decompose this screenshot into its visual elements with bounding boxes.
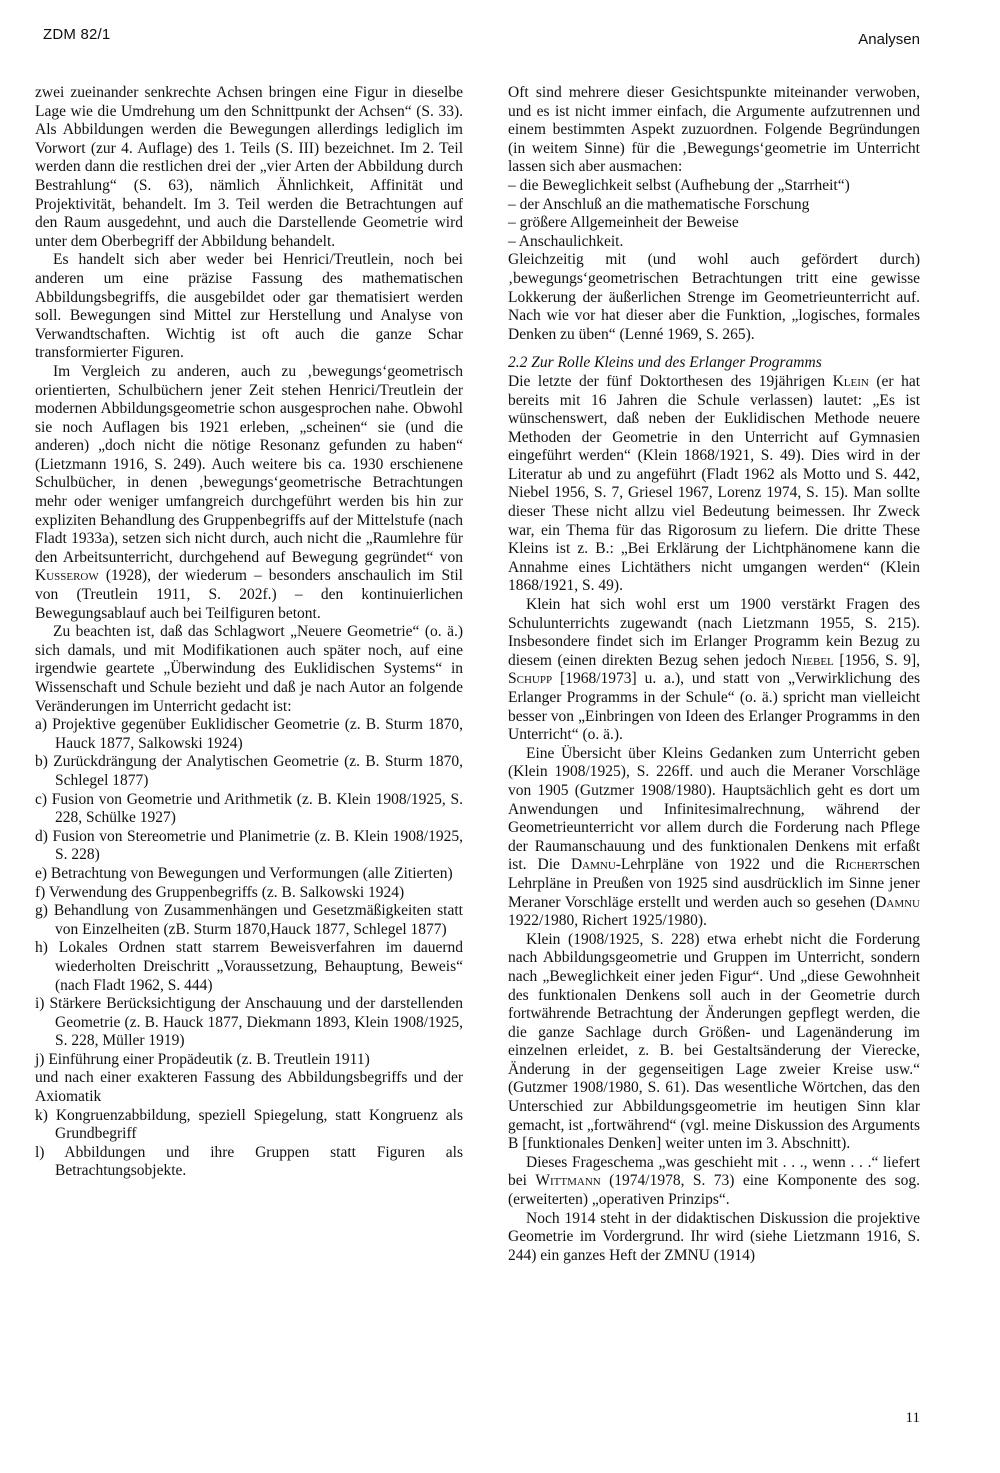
author-name: Wittmann <box>535 1172 601 1190</box>
left-column <box>35 84 463 1181</box>
paragraph <box>508 745 920 931</box>
list-item: f) Verwendung des Gruppenbegriffs (z. B. Salkowski 1924) <box>35 883 405 901</box>
dash-list-item: – Anschaulichkeit. <box>508 232 624 250</box>
author-name: Damnu <box>875 893 920 911</box>
paragraph <box>508 373 920 596</box>
author-name: Schupp <box>508 670 553 688</box>
paragraph-text: Im Vergleich zu anderen, auch zu ‚bewegungs‘geometrisch orientierten, Schulbüchern jener Zeit stehen Henrici/Treutlein der modernen Abbildungsgeometrie schon ausgesprochen nahe. Obwohl sie noch Auflagen bis 1921 erleben, „scheinen“ sie (und die anderen) „doch nicht die nötige Resonanz gefunden zu haben“ (Lietzmann 1916, S. 249). Auch weitere bis ca. 1930 erschienene Schulbücher, in denen ‚bewegungs‘geometrische Betrachtungen mehr oder weniger umfangreich durchgeführt werden bis hin zur expliziten Behandlung des Gruppenbegriffs auf der Mittelstufe (nach Fladt 1933a), setzen sich nicht durch, auch nicht die „Raumlehre für den Arbeitsunterricht, durchgehend auf Bewegung gegründet“ von <box>35 362 463 566</box>
paragraph: Noch 1914 steht in der didaktischen Diskussion die projektive Geometrie im Vordergrund. Ihr wird (siehe Lietzmann 1916, S. 244) ein ganzes Heft der ZMNU (1914) <box>508 1209 920 1264</box>
section-heading: 2.2 Zur Rolle Kleins und des Erlanger Programms <box>508 354 822 372</box>
list-item: b) Zurückdrängung der Analytischen Geometrie (z. B. Sturm 1870, Schlegel 1877) <box>35 753 463 789</box>
list-continuation: und nach einer exakteren Fassung des Abbildungsbegriffs und der Axiomatik <box>35 1069 463 1106</box>
paragraph-text: (er hat bereits mit 16 Jahren die Schule verlassen) lautet: „Es ist wünschenswert, daß neben der Euklidischen Methode neuere Methoden der Geometrie in den Unterricht auf Gymnasien eingeführt werden“ (Klein 1868/1921, S. 49). Dies wird in der Literatur ab und zu angeführt (Fladt 1962 als Motto und S. 442, Niebel 1956, S. 7, Griesel 1967, Lorenz 1974, S. 15). Man sollte dieser These nicht allzu viel Bedeutung beimessen. Ihr Zweck war, ein Thema für das Rigorosum zu liefern. Die dritte These Kleins ist z. B.: „Bei Erklärung der Lichtphänomene kann die Annahme eines Lichtäthers nicht umgangen werden“ (Klein 1868/1921, S. 49). <box>508 372 921 595</box>
paragraph-text: (1928), der wiederum – besonders anschaulich im Stil von (Treutlein 1911, S. 202f.) – den kontinuierlichen Bewegungsablauf auch bei Teilfiguren betont. <box>35 567 463 622</box>
paragraph: Klein (1908/1925, S. 228) etwa erhebt nicht die Forderung nach Abbildungsgeometrie und Gruppen im Unterricht, sondern nach „Beweglichkeit einer jeden Figur“. Und „diese Gewohnheit des funktionalen Denkens soll auch in der Geometrie durch fortwährende Betrachtung der Änderungen gepflegt werden, die die ganze Sachlage durch Größen- und Lagenänderung im einzelnen erleidet, z. B. bei Gestaltsänderung der Vierecke, Änderung in der gegenseitigen Lage zweier Kreise usw.“ (Gutzmer 1908/1980, S. 61). Das wesentliche Wörtchen, das den Unterschied zur Abbildungsgeometrie im heutigen Sinn klar gemacht, ist „fortwährend“ (vgl. meine Diskussion des Arguments B [funktionales Denken] weiter unten im 3. Abschnitt). <box>508 930 920 1153</box>
list-item: c) Fusion von Geometrie und Arithmetik (z. B. Klein 1908/1925, S. 228, Schülke 1927) <box>35 790 463 827</box>
author-name: Damnu <box>570 856 616 874</box>
journal-header: ZDM 82/1 <box>43 26 111 43</box>
author-name: Richert <box>835 856 885 874</box>
paragraph-text: [1968/1973] u. a.), und statt von „Verwirklichung des Erlanger Programms in der Schule“ (o. ä.) spricht man vielleicht besser von „Einbringen von Ideen des Erlanger Programms in den Unterricht“ (o. ä.). <box>508 670 920 744</box>
paragraph: Zu beachten ist, daß das Schlagwort „Neuere Geometrie“ (o. ä.) sich damals, und mit Modifikationen auch später noch, auf eine irgendwie geartete „Überwindung des Euklidischen Systems“ in Wissenschaft und Schule bezieht und daß je nach Autor an folgende Veränderungen im Unterricht gedacht ist: <box>35 623 463 715</box>
list-item: i) Stärkere Berücksichtigung der Anschauung und der darstellenden Geometrie (z. B. Hauck 1877, Diekmann 1893, Klein 1908/1925, S. 228, Müller 1919) <box>35 995 463 1050</box>
paragraph: zwei zueinander senkrechte Achsen bringen eine Figur in dieselbe Lage wie die Umdrehung um den Schnittpunkt der Achsen“ (S. 33). Als Abbildungen werden die Bewegungen allerdings lediglich im Vorwort (zur 4. Auflage) des 1. Teils (S. III) bezeichnet. Im 2. Teil werden dann die restlichen drei der „vier Arten der Abbildung durch Bestrahlung“ (S. 63), nämlich Ähnlichkeit, Affinität und Projektivität, behandelt. Im 3. Teil werden die Betrachtungen auf den Raum ausgedehnt, und auch die Darstellende Geometrie wird unter dem Oberbegriff der Abbildung behandelt. <box>35 84 463 250</box>
paragraph <box>35 363 463 623</box>
paragraph: Gleichzeitig mit (und wohl auch gefördert durch) ‚bewegungs‘geometrischen Betrachtungen tritt eine gewisse Lokkerung der äußerlichen Strenge im Geometrieunterricht auf. Nach wie vor hat dieser aber die Funktion, „logisches, formales Denken zu üben“ (Lenné 1969, S. 265). <box>508 251 920 343</box>
paragraph-text: -Lehrpläne von 1922 und die <box>615 856 836 874</box>
paragraph-text: [1956, S. 9], <box>833 651 920 669</box>
list-item: l) Abbildungen und ihre Gruppen statt Figuren als Betrachtungsobjekte. <box>35 1143 463 1180</box>
list-item: j) Einführung einer Propädeutik (z. B. Treutlein 1911) <box>35 1050 370 1068</box>
paragraph: Es handelt sich aber weder bei Henrici/Treutlein, noch bei anderen um eine präzise Fassung des mathematischen Abbildungsbegriffs, die ausgebildet oder gar thematisiert werden soll. Bewegungen sind Mittel zur Herstellung und Analyse von Verwandtschaften. Wichtig ist oft auch die ganze Schar transformierter Figuren. <box>35 251 463 362</box>
paragraph-text: Eine Übersicht über Kleins Gedanken zum Unterricht geben (Klein 1908/1925), S. 226ff. und auch die Meraner Vorschläge von 1905 (Gutzmer 1908/1980). Hauptsächlich geht es dort um Anwendungen und Infinitesimalrechnung, während der Geometrieunterricht vor allem durch die Forderung nach Pflege der Raumanschauung und des funktionalen Denkens mit erfaßt ist. Die <box>508 744 920 874</box>
author-name: Kusserow <box>35 567 99 585</box>
list-item: g) Behandlung von Zusammenhängen und Gesetzmäßigkeiten statt von Einzelheiten (zB. Sturm 1870,Hauck 1877, Schlegel 1877) <box>35 902 463 938</box>
list-item: d) Fusion von Stereometrie und Planimetrie (z. B. Klein 1908/1925, S. 228) <box>35 827 463 864</box>
dash-list-item: – der Anschluß an die mathematische Forschung <box>508 195 810 213</box>
page-number: 11 <box>905 1410 920 1426</box>
author-name: Niebel <box>791 651 834 669</box>
right-column <box>508 84 920 1265</box>
dash-list-item: – die Beweglichkeit selbst (Aufhebung der „Starrheit“) <box>508 176 850 194</box>
list-item: h) Lokales Ordnen statt starrem Beweisverfahren im dauernd wiederholten Dreischritt „Voraussetzung, Behauptung, Beweis“ (nach Fladt 1962, S. 444) <box>35 939 463 994</box>
paragraph <box>508 1154 920 1210</box>
paragraph-text: Klein hat sich wohl erst um 1900 verstärkt Fragen des Schulunterrichts zugewandt (nach Lietzmann 1955, S. 215). Insbesondere findet sich im Erlanger Programm kein Bezug zu diesem (einen direkten Bezug sehen jedoch <box>508 596 920 669</box>
dash-list-item: – größere Allgemeinheit der Beweise <box>508 214 739 232</box>
paragraph: Oft sind mehrere dieser Gesichtspunkte miteinander verwoben, und es ist nicht immer einfach, die Argumente aufzutrennen und einem bestimmten Aspekt zuzuordnen. Folgende Begründungen (in weitem Sinne) für die ‚Bewegungs‘geometrie im Unterricht lassen sich aber ausmachen: <box>508 84 920 176</box>
author-name: Klein <box>832 372 869 390</box>
paragraph-text: Dieses Frageschema „was geschieht mit . . ., wenn . . .“ liefert bei <box>508 1153 920 1190</box>
paragraph <box>508 596 920 745</box>
list-item: e) Betrachtung von Bewegungen und Verformungen (alle Zitierten) <box>35 864 453 882</box>
paragraph-text: schen Lehrpläne in Preußen von 1925 sind ausdrücklich im Sinne jener Meraner Vorschläge erstellt und werden auch so gesehen ( <box>508 856 920 911</box>
paragraph-text: Die letzte der fünf Doktorthesen des 19jährigen <box>508 372 833 390</box>
list-item: k) Kongruenzabbildung, speziell Spiegelung, statt Kongruenz als Grundbegriff <box>35 1106 463 1143</box>
paragraph-text: (1974/1978, S. 73) eine Komponente des sog. (erweiterten) „operativen Prinzips“. <box>508 1172 921 1209</box>
list-item: a) Projektive gegenüber Euklidischer Geometrie (z. B. Sturm 1870, Hauck 1877, Salkowski 1924) <box>35 716 463 752</box>
section-header: Analysen <box>858 31 920 48</box>
paragraph-text: 1922/1980, Richert 1925/1980). <box>508 912 707 930</box>
